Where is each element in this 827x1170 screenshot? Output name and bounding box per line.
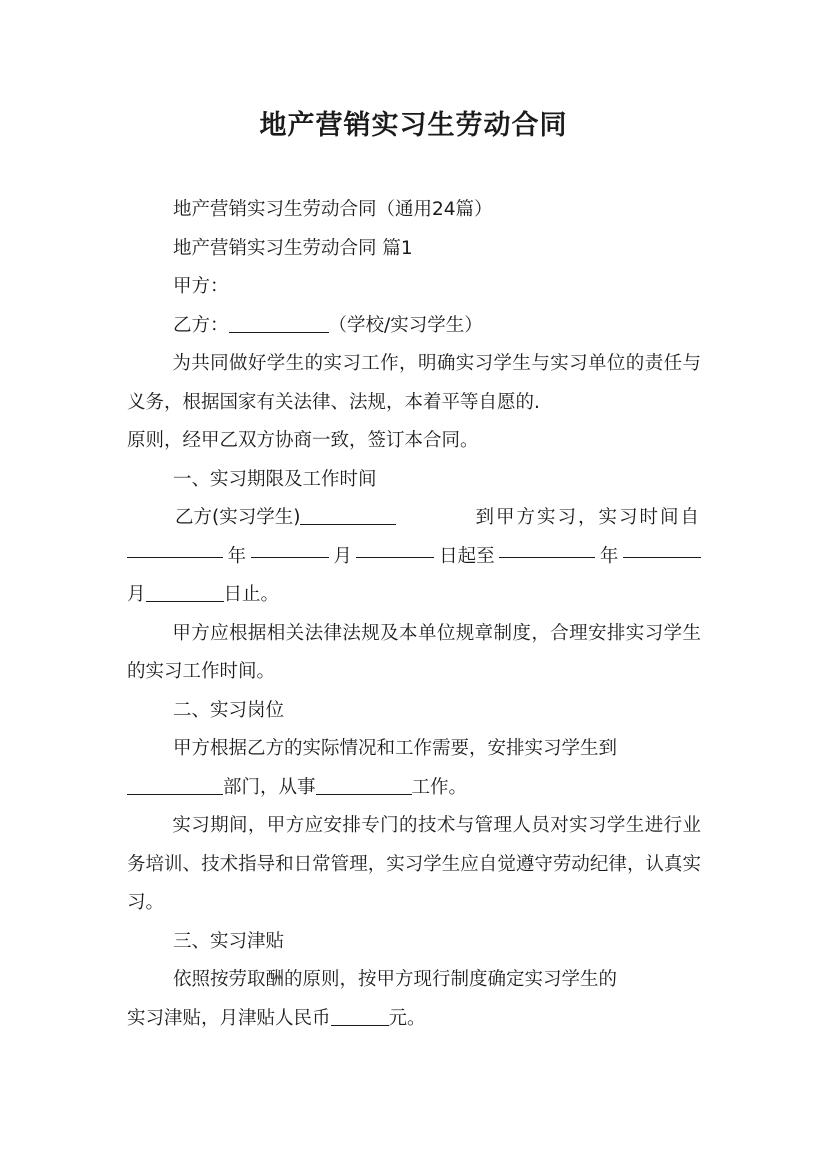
s3-line2-suffix: 元。: [388, 1007, 426, 1029]
s1-blank-month1: [251, 538, 329, 558]
s1-year1: 年: [227, 545, 247, 567]
s1-day1: 日起至: [439, 545, 495, 567]
s2-line2: [127, 769, 701, 808]
document-body: [127, 191, 701, 1038]
party-b-suffix: （学校/实习学生）: [328, 314, 483, 336]
party-b-prefix: 乙方：: [173, 314, 229, 336]
s1-mid: 到甲方实习，实习时间自: [475, 507, 701, 528]
section1-title: 一、实习期限及工作时间: [173, 468, 377, 490]
s2-blank-dept: [127, 774, 223, 794]
intro-text-2: 原则，经甲乙双方协商一致，签订本合同。: [127, 430, 479, 451]
s1-month2: 月: [127, 584, 146, 605]
s1-prefix: 乙方(实习学生): [175, 507, 301, 528]
s1-blank-year2: [499, 538, 595, 558]
party-a-label: 甲方：: [173, 276, 229, 297]
s1-month1: 月: [333, 545, 352, 567]
intro-paragraph: [127, 345, 701, 461]
s1-year2: 年: [599, 545, 619, 567]
s3-line2: [127, 1000, 701, 1039]
heading-part: 地产营销实习生劳动合同 篇1: [173, 237, 413, 259]
document-title: 地产营销实习生劳动合同: [259, 110, 568, 141]
s1-blank-name: [300, 505, 396, 525]
s1-paragraph2: 甲方应根据相关法律法规及本单位规章制度，合理安排实习学生的实习工作时间。: [127, 622, 701, 682]
s3-line2-prefix: 实习津贴，月津贴人民币: [127, 1007, 331, 1029]
s3-line1: 依照按劳取酬的原则，按甲方现行制度确定实习学生的: [173, 969, 618, 990]
party-b-blank: [229, 312, 329, 332]
s1-blank-day2: [146, 582, 224, 602]
s1-line3: [127, 576, 701, 615]
s3-blank-amount: [331, 1005, 389, 1025]
s1-blank-year1: [127, 538, 223, 558]
s2-blank-work: [316, 774, 412, 794]
section2-title: 二、实习岗位: [173, 699, 285, 721]
s2-dept: 部门，从事: [223, 776, 316, 798]
party-b-line: [127, 307, 701, 346]
s2-paragraph2: 实习期间，甲方应安排专门的技术与管理人员对实习学生进行业务培训、技术指导和日常管理，实习学生应自觉遵守劳动纪律，认真实习。: [127, 815, 701, 913]
s1-line2: [127, 538, 701, 577]
s1-blank-day1: [356, 538, 434, 558]
s1-blank-month2: [623, 538, 701, 558]
heading-all: 地产营销实习生劳动合同（通用24篇）: [173, 199, 493, 220]
section3-title: 三、实习津贴: [173, 930, 285, 952]
s1-line1: [127, 499, 701, 538]
s1-end: 日止。: [223, 584, 280, 605]
s2-line1: 甲方根据乙方的实际情况和工作需要，安排实习学生到: [173, 738, 618, 759]
s2-work: 工作。: [411, 776, 468, 798]
intro-text-1: 为共同做好学生的实习工作，明确实习学生与实习单位的责任与义务，根据国家有关法律、法规，本着平等自愿的.: [127, 353, 701, 413]
